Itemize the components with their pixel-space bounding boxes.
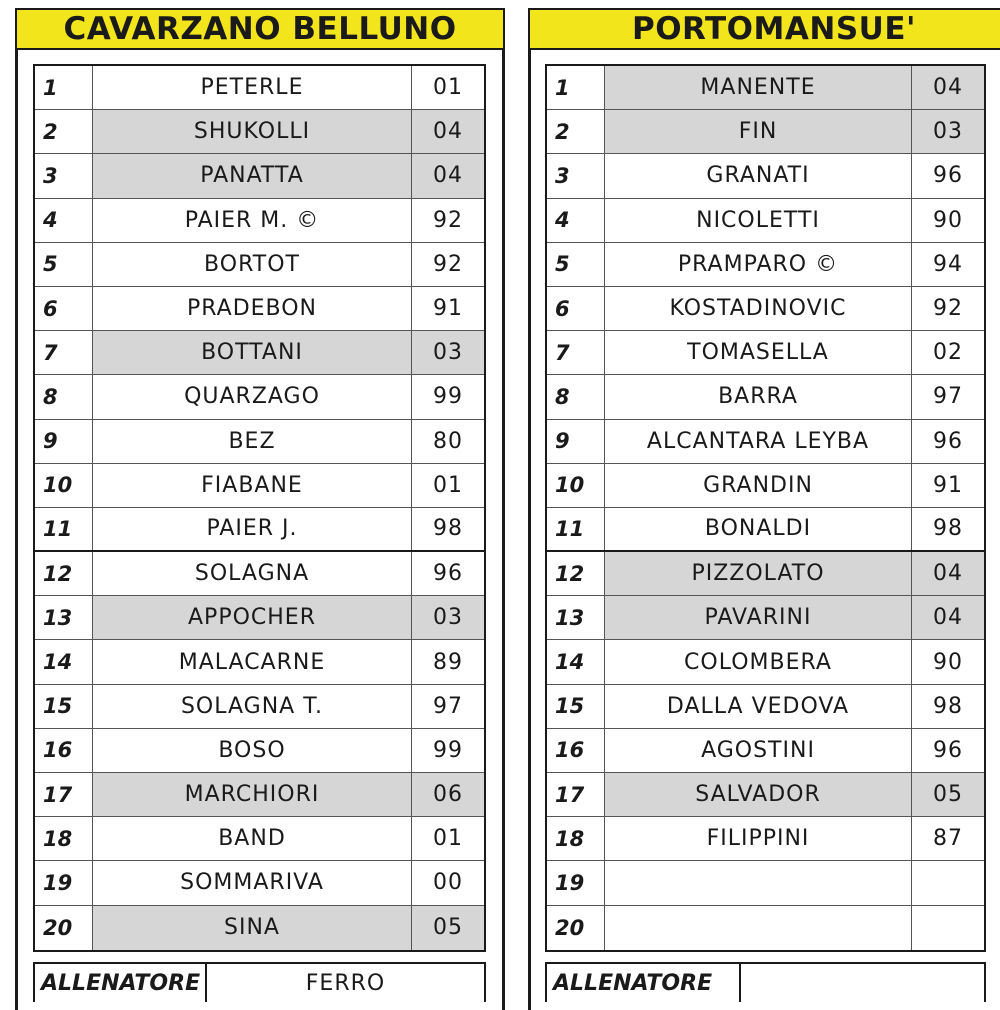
shirt-number: 2 bbox=[35, 110, 93, 153]
player-name: PAIER J. bbox=[93, 508, 412, 550]
birth-year: 91 bbox=[433, 296, 463, 322]
birth-year: 92 bbox=[433, 207, 463, 233]
birth-year: 03 bbox=[912, 110, 984, 153]
player-row bbox=[547, 861, 984, 905]
away-roster-table bbox=[545, 64, 986, 952]
shirt-number: 4 bbox=[547, 199, 605, 242]
player-row bbox=[35, 199, 484, 243]
player-name: SOLAGNA T. bbox=[93, 685, 412, 728]
player-row bbox=[35, 640, 484, 684]
player-name: BOSO bbox=[93, 729, 412, 772]
shirt-number: 15 bbox=[35, 685, 93, 728]
player-row bbox=[35, 729, 484, 773]
birth-year: 04 bbox=[912, 66, 984, 109]
player-name: PAVARINI bbox=[605, 596, 912, 639]
shirt-number: 5 bbox=[547, 243, 605, 286]
shirt-number: 16 bbox=[547, 729, 605, 772]
shirt-number: 14 bbox=[35, 640, 93, 683]
shirt-number: 19 bbox=[35, 861, 93, 904]
player-name: FILIPPINI bbox=[605, 817, 912, 860]
shirt-number: 7 bbox=[547, 331, 605, 374]
shirt-number: 5 bbox=[35, 243, 93, 286]
birth-year: 94 bbox=[933, 251, 963, 277]
player-name: GRANDIN bbox=[605, 464, 912, 507]
shirt-number: 16 bbox=[35, 729, 93, 772]
player-row bbox=[547, 508, 984, 552]
birth-year: 80 bbox=[433, 428, 463, 454]
birth-year: 96 bbox=[433, 561, 463, 587]
player-name: SINA bbox=[93, 906, 412, 950]
home-coach-row bbox=[33, 962, 486, 1002]
home-coach-label: ALLENATORE bbox=[35, 964, 207, 1002]
player-name: COLOMBERA bbox=[605, 640, 912, 683]
shirt-number: 18 bbox=[35, 817, 93, 860]
shirt-number: 3 bbox=[35, 154, 93, 197]
away-coach-name bbox=[741, 964, 984, 1002]
player-name: MANENTE bbox=[605, 66, 912, 109]
player-name: KOSTADINOVIC bbox=[605, 287, 912, 330]
player-name: BORTOT bbox=[93, 243, 412, 286]
shirt-number: 10 bbox=[35, 464, 93, 507]
player-row bbox=[35, 552, 484, 596]
home-team-name: CAVARZANO BELLUNO bbox=[15, 8, 505, 50]
player-row bbox=[547, 640, 984, 684]
player-name: DALLA VEDOVA bbox=[605, 685, 912, 728]
player-row bbox=[35, 110, 484, 154]
shirt-number: 12 bbox=[35, 552, 93, 595]
player-name: ALCANTARA LEYBA bbox=[605, 420, 912, 463]
player-name: SHUKOLLI bbox=[93, 110, 412, 153]
shirt-number: 17 bbox=[35, 773, 93, 816]
player-name: NICOLETTI bbox=[605, 199, 912, 242]
birth-year: 90 bbox=[933, 207, 963, 233]
birth-year: 04 bbox=[912, 596, 984, 639]
shirt-number: 10 bbox=[547, 464, 605, 507]
birth-year: 87 bbox=[933, 826, 963, 852]
shirt-number: 9 bbox=[547, 420, 605, 463]
shirt-number: 11 bbox=[547, 508, 605, 550]
player-row bbox=[35, 66, 484, 110]
player-name: PIZZOLATO bbox=[605, 552, 912, 595]
shirt-number: 3 bbox=[547, 154, 605, 197]
player-row bbox=[547, 110, 984, 154]
home-roster-table bbox=[33, 64, 486, 952]
player-name: BEZ bbox=[93, 420, 412, 463]
player-name: MALACARNE bbox=[93, 640, 412, 683]
player-name: MARCHIORI bbox=[93, 773, 412, 816]
away-team-panel bbox=[520, 0, 1000, 1000]
birth-year: 89 bbox=[433, 649, 463, 675]
home-coach-name: FERRO bbox=[305, 970, 386, 996]
shirt-number: 1 bbox=[35, 66, 93, 109]
birth-year bbox=[912, 906, 984, 950]
player-name: BOTTANI bbox=[93, 331, 412, 374]
player-name: FIABANE bbox=[93, 464, 412, 507]
birth-year: 01 bbox=[433, 75, 463, 101]
birth-year: 99 bbox=[433, 737, 463, 763]
player-row bbox=[547, 375, 984, 419]
shirt-number: 9 bbox=[35, 420, 93, 463]
shirt-number: 6 bbox=[547, 287, 605, 330]
player-row bbox=[35, 154, 484, 198]
player-row bbox=[547, 331, 984, 375]
player-name: SOMMARIVA bbox=[93, 861, 412, 904]
player-row bbox=[547, 596, 984, 640]
birth-year: 92 bbox=[933, 296, 963, 322]
player-row bbox=[547, 287, 984, 331]
player-row bbox=[547, 420, 984, 464]
birth-year: 03 bbox=[412, 596, 484, 639]
player-row bbox=[547, 243, 984, 287]
shirt-number: 12 bbox=[547, 552, 605, 595]
birth-year: 97 bbox=[933, 384, 963, 410]
player-row bbox=[35, 331, 484, 375]
player-name: GRANATI bbox=[605, 154, 912, 197]
player-row bbox=[547, 199, 984, 243]
birth-year: 06 bbox=[412, 773, 484, 816]
birth-year: 96 bbox=[933, 428, 963, 454]
birth-year: 91 bbox=[933, 472, 963, 498]
player-row bbox=[35, 420, 484, 464]
shirt-number: 8 bbox=[35, 375, 93, 418]
player-row bbox=[35, 685, 484, 729]
player-row bbox=[547, 685, 984, 729]
shirt-number: 14 bbox=[547, 640, 605, 683]
player-name: PRAMPARO © bbox=[605, 243, 912, 286]
player-row bbox=[35, 906, 484, 950]
shirt-number: 4 bbox=[35, 199, 93, 242]
player-row bbox=[35, 773, 484, 817]
player-row bbox=[35, 243, 484, 287]
shirt-number: 6 bbox=[35, 287, 93, 330]
birth-year: 00 bbox=[433, 870, 463, 896]
player-name: TOMASELLA bbox=[605, 331, 912, 374]
shirt-number: 13 bbox=[35, 596, 93, 639]
birth-year: 05 bbox=[412, 906, 484, 950]
birth-year: 02 bbox=[933, 340, 963, 366]
player-row bbox=[35, 287, 484, 331]
away-coach-row bbox=[545, 962, 986, 1002]
birth-year: 98 bbox=[933, 516, 963, 542]
player-row bbox=[547, 464, 984, 508]
shirt-number: 20 bbox=[547, 906, 605, 950]
birth-year: 04 bbox=[412, 110, 484, 153]
birth-year: 99 bbox=[433, 384, 463, 410]
birth-year: 04 bbox=[412, 154, 484, 197]
player-name: PETERLE bbox=[93, 66, 412, 109]
birth-year: 96 bbox=[933, 737, 963, 763]
player-name: QUARZAGO bbox=[93, 375, 412, 418]
away-coach-label: ALLENATORE bbox=[547, 964, 741, 1002]
player-name: APPOCHER bbox=[93, 596, 412, 639]
birth-year: 90 bbox=[933, 649, 963, 675]
shirt-number: 1 bbox=[547, 66, 605, 109]
birth-year: 96 bbox=[933, 163, 963, 189]
player-row bbox=[35, 596, 484, 640]
player-row bbox=[35, 817, 484, 861]
birth-year: 03 bbox=[412, 331, 484, 374]
player-row bbox=[547, 906, 984, 950]
player-row bbox=[547, 66, 984, 110]
shirt-number: 18 bbox=[547, 817, 605, 860]
player-row bbox=[547, 154, 984, 198]
player-name: PAIER M. © bbox=[93, 199, 412, 242]
birth-year: 92 bbox=[433, 251, 463, 277]
player-name: BAND bbox=[93, 817, 412, 860]
birth-year: 04 bbox=[912, 552, 984, 595]
player-name: PRADEBON bbox=[93, 287, 412, 330]
player-name: BONALDI bbox=[605, 508, 912, 550]
shirt-number: 15 bbox=[547, 685, 605, 728]
birth-year: 01 bbox=[433, 472, 463, 498]
birth-year bbox=[912, 861, 984, 904]
shirt-number: 11 bbox=[35, 508, 93, 550]
player-row bbox=[547, 729, 984, 773]
shirt-number: 13 bbox=[547, 596, 605, 639]
player-name: SOLAGNA bbox=[93, 552, 412, 595]
player-row bbox=[547, 773, 984, 817]
birth-year: 05 bbox=[912, 773, 984, 816]
player-row bbox=[547, 552, 984, 596]
player-name: FIN bbox=[605, 110, 912, 153]
shirt-number: 2 bbox=[547, 110, 605, 153]
shirt-number: 7 bbox=[35, 331, 93, 374]
birth-year: 97 bbox=[433, 693, 463, 719]
player-row bbox=[35, 508, 484, 552]
player-name bbox=[605, 861, 912, 904]
birth-year: 98 bbox=[933, 693, 963, 719]
player-name: SALVADOR bbox=[605, 773, 912, 816]
shirt-number: 20 bbox=[35, 906, 93, 950]
player-name: AGOSTINI bbox=[605, 729, 912, 772]
player-row bbox=[35, 375, 484, 419]
shirt-number: 17 bbox=[547, 773, 605, 816]
player-row bbox=[35, 861, 484, 905]
player-row bbox=[35, 464, 484, 508]
birth-year: 01 bbox=[433, 826, 463, 852]
player-row bbox=[547, 817, 984, 861]
shirt-number: 19 bbox=[547, 861, 605, 904]
player-name: PANATTA bbox=[93, 154, 412, 197]
player-name bbox=[605, 906, 912, 950]
birth-year: 98 bbox=[433, 516, 463, 542]
shirt-number: 8 bbox=[547, 375, 605, 418]
player-name: BARRA bbox=[605, 375, 912, 418]
away-team-name: PORTOMANSUE' bbox=[528, 8, 1000, 50]
